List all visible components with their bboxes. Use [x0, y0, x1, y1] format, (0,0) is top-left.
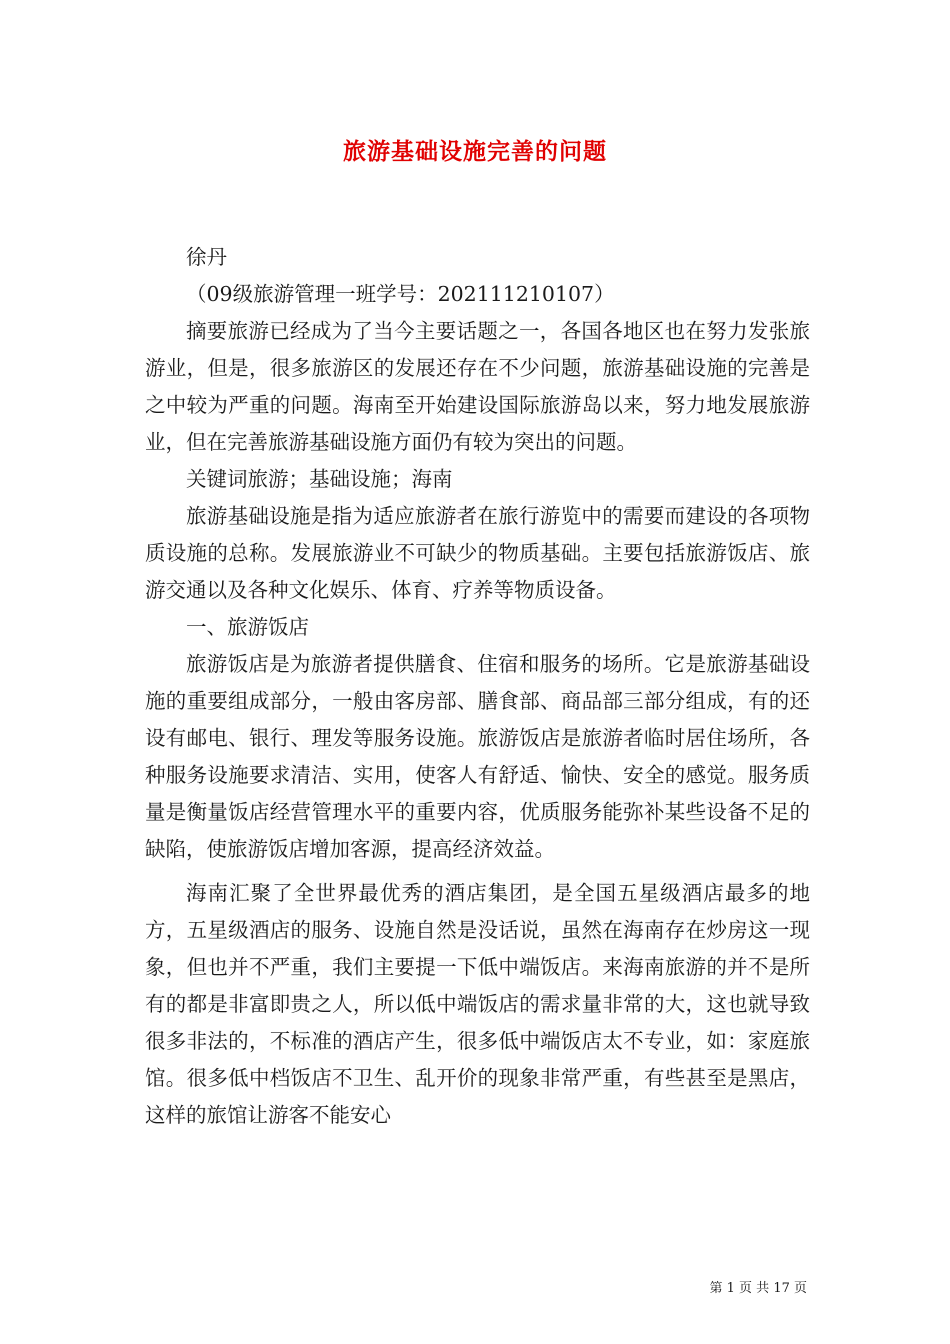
section-paragraph: 海南汇聚了全世界最优秀的酒店集团，是全国五星级酒店最多的地方，五星级酒店的服务、设施自然是没话说，虽然在海南存在炒房这一现象，但也并不严重，我们主要提一下低中端饭店。来海南旅游的并不是所有的都是非富即贵之人，所以低中端饭店的需求量非常的大，这也就导致很多非法的，不标准的酒店产生，很多低中端饭店太不专业，如：家庭旅馆。很多低中档饭店不卫生、乱开价的现象非常严重，有些甚至是黑店，这样的旅馆让游客不能安心 [145, 881, 810, 1127]
section-heading: 一、旅游饭店 [186, 615, 309, 639]
author-info: （09级旅游管理一班学号：202111210107） [186, 282, 615, 306]
document-body [145, 239, 810, 1134]
intro-paragraph: 旅游基础设施是指为适应旅游者在旅行游览中的需要而建设的各项物质设施的总称。发展旅游业不可缺少的物质基础。主要包括旅游饭店、旅游交通以及各种文化娱乐、体育、疗养等物质设备。 [145, 504, 810, 602]
document-title: 旅游基础设施完善的问题 [343, 138, 607, 165]
section-paragraph: 旅游饭店是为旅游者提供膳食、住宿和服务的场所。它是旅游基础设施的重要组成部分，一般由客房部、膳食部、商品部三部分组成，有的还设有邮电、银行、理发等服务设施。旅游饭店是旅游者临时居住场所，各种服务设施要求清洁、实用，使客人有舒适、愉快、安全的感觉。服务质量是衡量饭店经营管理水平的重要内容，优质服务能弥补某些设备不足的缺陷，使旅游饭店增加客源，提高经济效益。 [145, 652, 810, 861]
abstract-paragraph: 摘要旅游已经成为了当今主要话题之一，各国各地区也在努力发张旅游业，但是，很多旅游区的发展还存在不少问题，旅游基础设施的完善是之中较为严重的问题。海南至开始建设国际旅游岛以来，努力地发展旅游业，但在完善旅游基础设施方面仍有较为突出的问题。 [145, 319, 810, 454]
page-number: 第 1 页 共 17 页 [709, 1281, 807, 1296]
keywords-line: 关键词旅游；基础设施；海南 [186, 467, 453, 491]
author-name: 徐丹 [186, 245, 227, 269]
